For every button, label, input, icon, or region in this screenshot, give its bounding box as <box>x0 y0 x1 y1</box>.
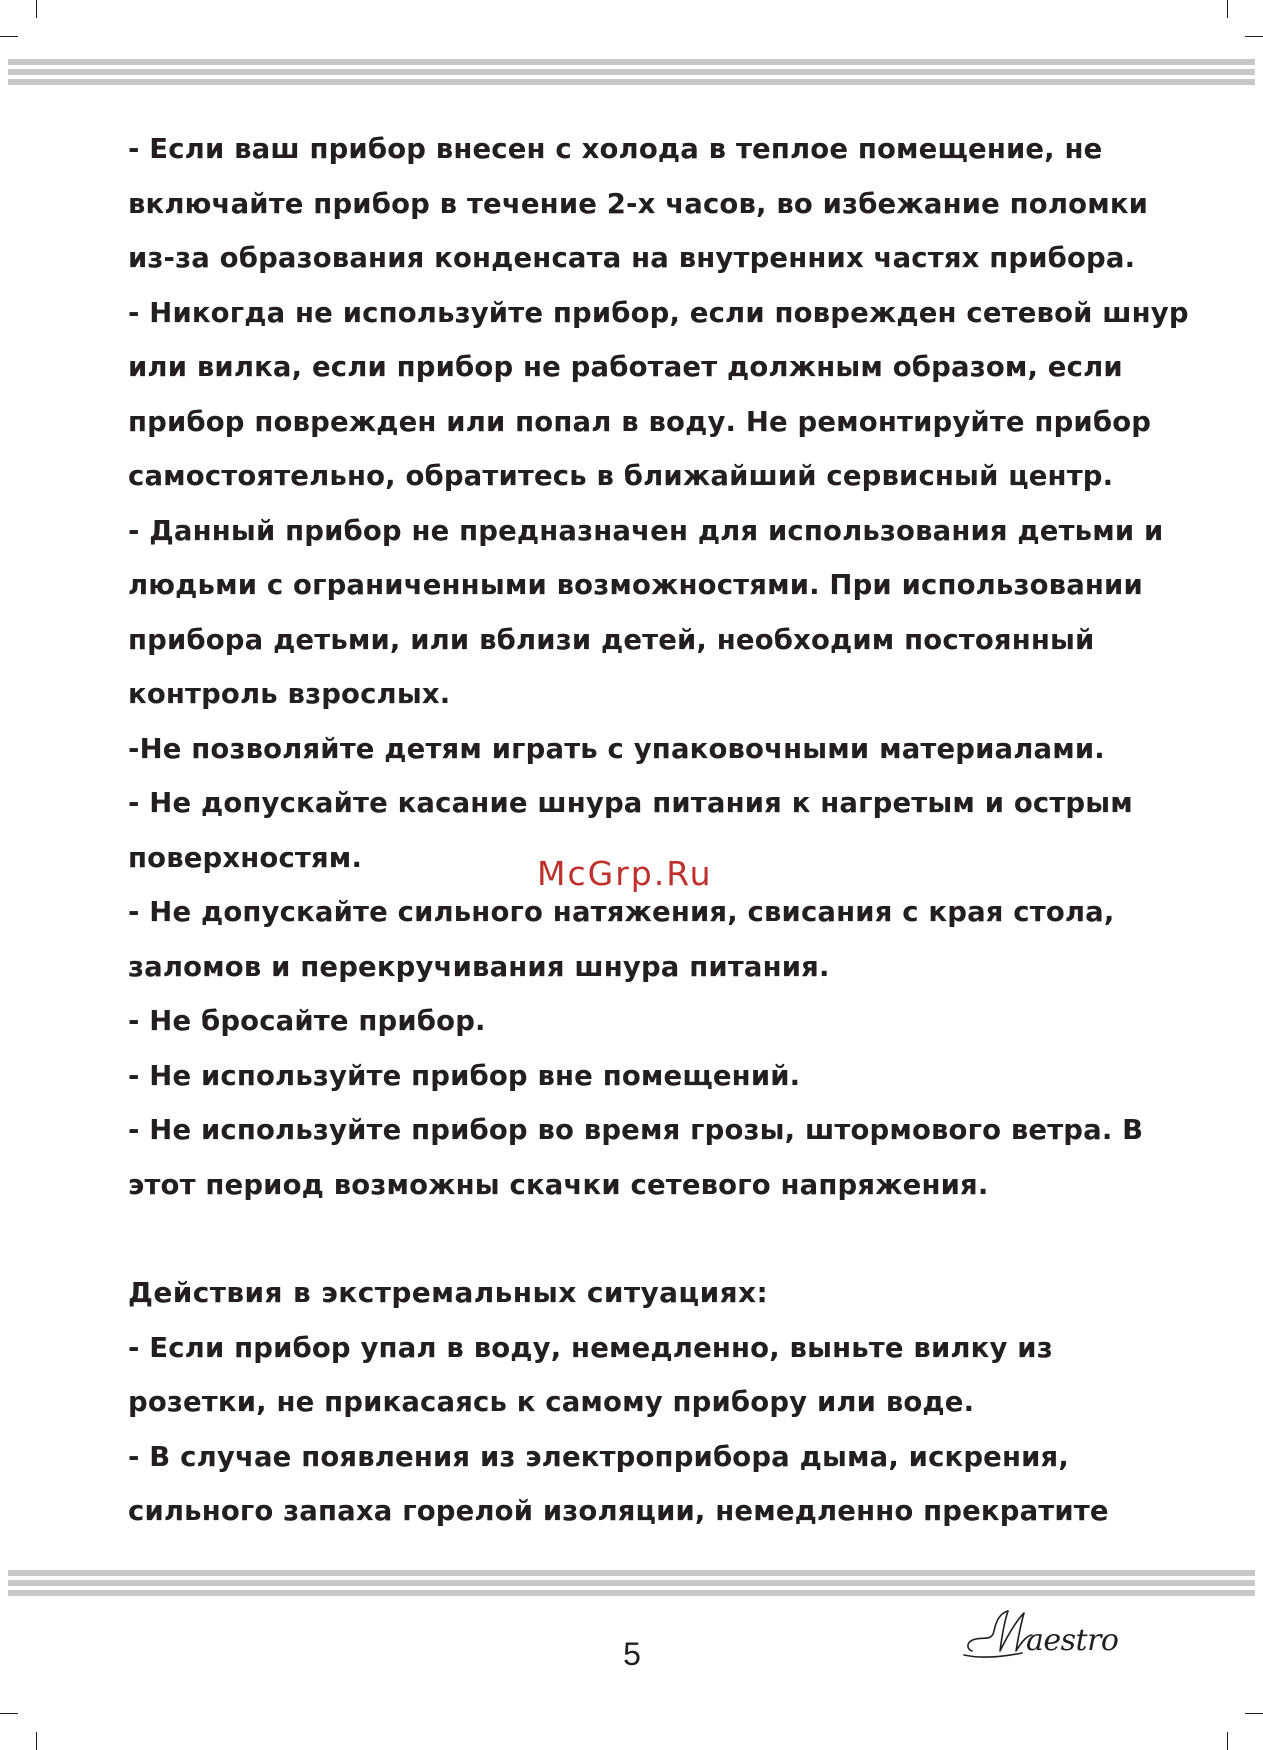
text-line: - Если ваш прибор внесен с холода в теплое помещение, не <box>128 133 1103 165</box>
text-line: - В случае появления из электроприбора дыма, искрения, <box>128 1440 1069 1473</box>
svg-text:aestro: aestro <box>1026 1623 1119 1658</box>
text-line: - Не бросайте прибор. <box>128 1005 486 1037</box>
text-line: - Никогда не используйте прибор, если поврежден сетевой шнур <box>128 296 1189 329</box>
text-line: - Не используйте прибор вне помещений. <box>128 1059 801 1092</box>
text-line: прибора детьми, или вблизи детей, необходим постоянный <box>128 623 1095 656</box>
crop-mark <box>0 1713 18 1714</box>
text-line: контроль взрослых. <box>128 678 451 710</box>
emergency-instructions <box>128 1321 1148 1539</box>
watermark: McGrp.Ru <box>537 854 713 893</box>
text-line: поверхностям. <box>128 841 363 874</box>
text-line: - Не допускайте касание шнура питания к нагретым и острым <box>128 787 1133 819</box>
text-line: сильного запаха горелой изоляции, немедленно прекратите <box>128 1495 1109 1527</box>
crop-mark <box>36 1732 37 1750</box>
text-line: - Не используйте прибор во время грозы, штормового ветра. В <box>128 1114 1144 1146</box>
crop-mark <box>1245 1713 1263 1714</box>
text-line: прибор поврежден или попал в воду. Не ремонтируйте прибор <box>128 405 1152 438</box>
text-line: включайте прибор в течение 2-х часов, во избежание поломки <box>128 187 1149 220</box>
section-heading: Действия в экстремальных ситуациях: <box>128 1276 769 1309</box>
crop-mark <box>1245 36 1263 37</box>
crop-mark <box>0 36 18 37</box>
text-line: - Данный прибор не предназначен для использования детьми и <box>128 514 1164 547</box>
text-line: - Если прибор упал в воду, немедленно, выньте вилку из <box>128 1331 1053 1364</box>
text-line: розетки, не прикасаясь к самому прибору или воде. <box>128 1386 975 1418</box>
page-number: 5 <box>623 1636 641 1672</box>
safety-instructions <box>128 122 1189 1212</box>
text-line: этот период возможны скачки сетевого напряжения. <box>128 1168 989 1201</box>
text-line: - Не допускайте сильного натяжения, свисания с края стола, <box>128 896 1115 928</box>
crop-mark <box>1227 0 1228 18</box>
text-line: самостоятельно, обратитесь в ближайший сервисный центр. <box>128 460 1114 492</box>
section-spacer <box>128 1212 1148 1266</box>
text-line: -Не позволяйте детям играть с упаковочными материалами. <box>128 732 1105 765</box>
text-line: из-за образования конденсата на внутренних частях прибора. <box>128 242 1136 274</box>
text-line: заломов и перекручивания шнура питания. <box>128 950 830 983</box>
crop-mark <box>1227 1732 1228 1750</box>
header-rule <box>8 59 1255 89</box>
crop-mark <box>36 0 37 18</box>
maestro-logo-icon <box>962 1605 1138 1665</box>
footer-rule <box>8 1570 1255 1600</box>
text-line: или вилка, если прибор не работает должным образом, если <box>128 351 1123 383</box>
text-line: людьми с ограниченными возможностями. При использовании <box>128 569 1143 601</box>
page-content <box>128 122 1189 1539</box>
